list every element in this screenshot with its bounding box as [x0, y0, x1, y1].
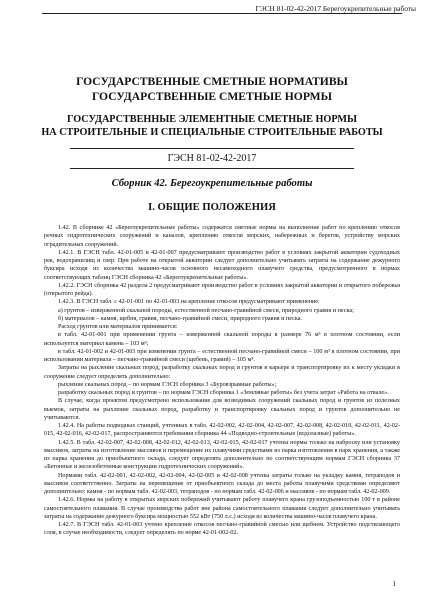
paragraph: 1.42.1. В ГЭСН табл. 42-01-005 и 42-01-007 предусматривают производство работ в условиях закрытой акватории судоходных рек, водохранилищ и озер. При работе на открытой акватории следует дополнительно учитывать затраты на содержание дежурного буксира исходя из количества машино-часов основного несамоходного плавучего средства, предусмотренного в нормах соответствующих таблиц ГЭСН сборника 42 «Берегоукрепительные работы».: [44, 249, 400, 281]
paragraph: 1.42.4. На работы подводных станций, учтенных в табл. 42-02-002, 42-02-004, 42-02-007, 42-02-008, 42-02-010, 42-02-011, 42-02-015, 42-02-016, 42-02-017, распространяются требования сборника 44 «Подводно-строительные (водолазные) работы».: [44, 423, 400, 438]
title-line-3: ГОСУДАРСТВЕННЫЕ ЭЛЕМЕНТНЫЕ СМЕТНЫЕ НОРМЫ: [67, 114, 357, 125]
title-line-4: НА СТРОИТЕЛЬНЫЕ И СПЕЦИАЛЬНЫЕ СТРОИТЕЛЬНЫЕ РАБОТЫ: [41, 126, 383, 138]
paragraph: 1.42.6. Нормы на работу в открытых морских побережий учитывают работу плавучего крана грузоподъемностью 100 т в районе самостоятельного плавания. В случае производства работ вне района самостоятельного плавания следует дополнительно учитывать затраты на содержание дежурного буксира мощностью 552 кВт (750 л.с.) исходя из количества машино-часов плавучего крана.: [44, 497, 400, 520]
paragraph: Нормами табл. 42-02-001, 42-02-002, 42-02-004, 42-02-005 и 42-02-008 учтены затраты только на укладку камня, тетраподов и массивов соответственно. Затраты на перемещение от приобъектного склада до места работы плавучими средствами определяют дополнительно: камня - по нормам табл. 42-02-003, тетраподов - по нормам табл. 42-02-006 и массивов - по нормам табл. 42-02-009.: [44, 472, 400, 495]
paragraph: рыхление скальных пород – по нормам ГЭСН сборника 3 «Буровзрывные работы»;: [58, 381, 277, 388]
header-rule: [42, 13, 402, 14]
paragraph: в табл. 42-01-002 и 42-01-003 при изменении грунта – естественной песчано-гравийной смеси – 100 м³ в плотном состоянии, при использовании материала – песчано-гравийной смеси (щебень, гравий) – 105 м³.: [44, 348, 400, 363]
paragraph: в табл. 42-01-001 при применении грунта – изверженной скальной породы в размере 76 м³ в плотном состоянии, если используется материал камень – 103 м³;: [44, 332, 400, 347]
paragraph: а) грунтов – изверженной скальной породы, естественной песчано-гравийной смеси, природного гравия и песка;: [58, 307, 354, 314]
sub-title: [0, 114, 424, 140]
paragraph: 1.42.5. В табл. 42-02-007, 42-02-008, 42-02-012, 42-02-013, 42-02-015, 42-02-017 учтены нормы только на наброску или установку массивов, затраты на изготовление массивов и перемещение их плавучими средствами из парка изготовления в парк хранения, а также из парка хранения до приобъектного склада, следует определять дополнительно по соответствующим нормам ГЭСН сборника 37 «Бетонные и железобетонные конструкции гидротехнических сооружений».: [44, 439, 400, 471]
paragraph: б) материалов – камня, щебня, гравия, песчано-гравийной смеси, природного гравия и песка.: [58, 315, 302, 322]
paragraph: Затраты на рыхление скальных пород, разработку скальных пород и грунтов в карьере и транспортировку их к месту укладки в сооружение следует определять дополнительно:: [44, 365, 400, 380]
code-rule-top: [70, 148, 354, 149]
collection-title: Сборник 42. Берегоукрепительные работы: [111, 178, 313, 189]
section-heading: I. ОБЩИЕ ПОЛОЖЕНИЯ: [148, 202, 276, 213]
document-code: ГЭСН 81-02-42-2017: [167, 153, 257, 164]
paragraph: Расход грунтов или материалов принимается:: [58, 324, 178, 330]
paragraph: 1.42.7. В ГЭСН табл. 42-01-003 учтено крепление откосов песчано-гравийной смесью или щебнем. Устройство подстилающего слоя, в случае необходимости, следует определять по норме 42-01-002-02.: [44, 522, 400, 537]
paragraph: В случае, когда проектом предусмотрено использование для возводимых сооружений скальных пород и грунтов из полезных выемок, затраты на рыхление скальных пород, разработку и транспортировку скальных пород и грунтов дополнительно не учитываются.: [44, 398, 400, 421]
main-title: [0, 75, 424, 104]
paragraph: 1.42.3. В ГЭСН табл. с 42-01-001 по 42-01-003 на крепление откосов предусматривают применение:: [58, 299, 320, 306]
page-number: 1: [392, 580, 396, 588]
code-rule-bottom: [70, 168, 354, 169]
paragraph: 1.42.2. ГЭСН сборника 42 раздела 2 предусматривают производство работ в условиях закрытой акватории и открытого побережья (открытого рейда).: [44, 282, 400, 297]
title-line-2: ГОСУДАРСТВЕННЫЕ СМЕТНЫЕ НОРМЫ: [91, 89, 333, 103]
paragraph: 1.42. В сборнике 42 «Берегоукрепительные работы» содержатся сметные нормы на выполнение работ по креплению откосов речных гидротехнических сооружений и каналов, креплению откосов морских, набережных и берегов, устройству морских оградительных сооружений.: [44, 225, 400, 248]
running-header: ГЭСН 81-02-42-2017 Берегоукрепительные работы: [255, 4, 416, 13]
title-line-1: ГОСУДАРСТВЕННЫЕ СМЕТНЫЕ НОРМАТИВЫ: [76, 75, 348, 88]
body-text: [44, 224, 400, 538]
paragraph: разработку скальных пород и грунтов – по нормам ГЭСН сборника 1 «Земляные работы» без учета затрат «Работа на отвале».: [58, 390, 389, 396]
